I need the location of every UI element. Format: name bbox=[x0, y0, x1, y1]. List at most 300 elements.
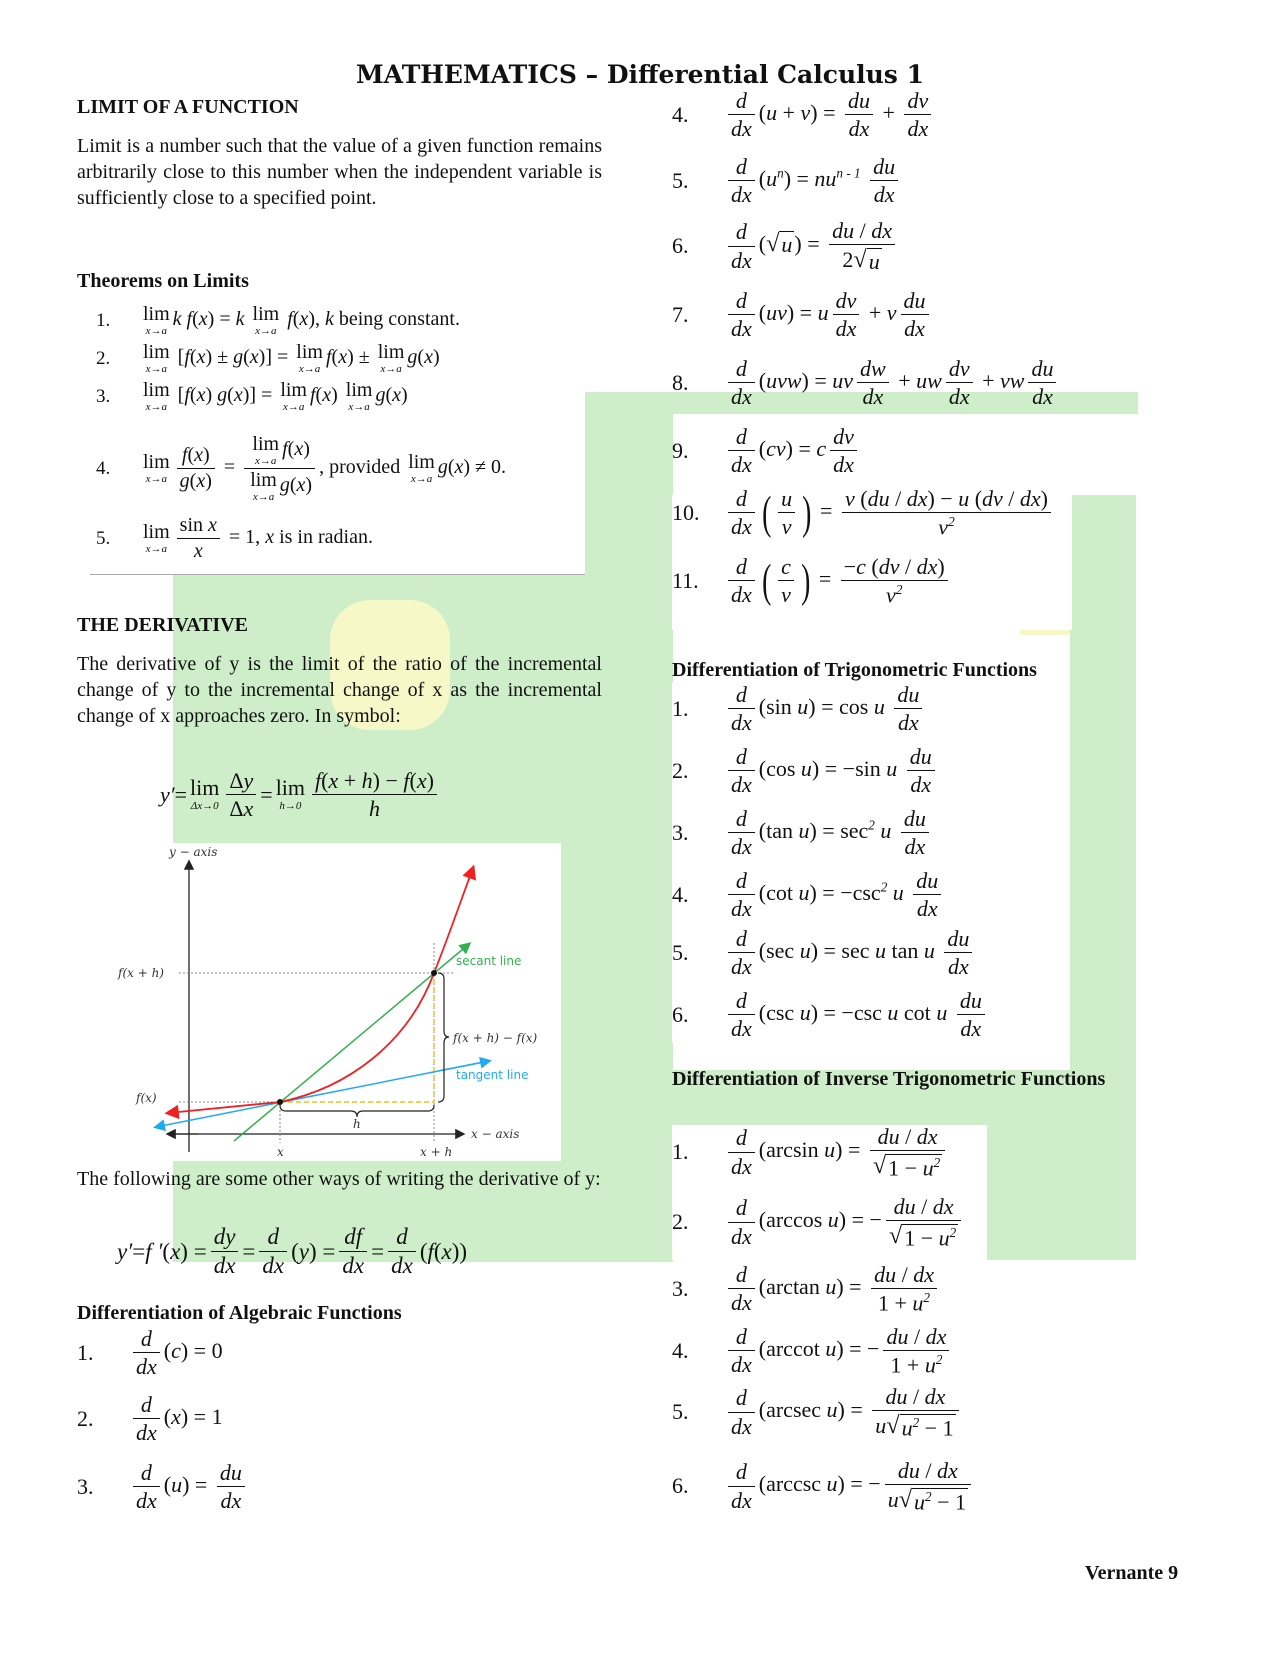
algebraic-rule-formula bbox=[129, 1326, 223, 1380]
math-text: ) = bbox=[835, 1137, 866, 1163]
other-ways-formula bbox=[117, 1224, 467, 1280]
point-xh bbox=[431, 970, 437, 976]
math-limit bbox=[190, 777, 219, 812]
algebraic-rule bbox=[77, 1392, 223, 1446]
math-text: ) = − bbox=[838, 1207, 882, 1233]
fraction-numerator bbox=[870, 1124, 945, 1151]
math-variable: f bbox=[287, 308, 293, 331]
math-text: ( bbox=[189, 470, 197, 492]
math-text: = 1, bbox=[223, 526, 266, 549]
trig-rule-formula bbox=[724, 744, 939, 798]
math-variable: x bbox=[392, 384, 402, 407]
math-fraction bbox=[728, 356, 755, 410]
page-footer: Vernante 9 bbox=[1085, 1562, 1179, 1584]
algebraic-rule bbox=[77, 1326, 223, 1380]
lim-word: lim bbox=[408, 451, 435, 473]
math-fraction bbox=[728, 1324, 755, 1378]
math-fraction bbox=[944, 926, 972, 980]
math-variable: dx bbox=[862, 384, 884, 410]
inverse-heading: Differentiation of Inverse Trigonometric Functions bbox=[672, 1068, 1106, 1090]
math-variable: dx bbox=[906, 486, 928, 511]
math-text: / bbox=[919, 1458, 938, 1483]
math-variable: d bbox=[140, 1326, 152, 1351]
math-variable: d bbox=[735, 88, 747, 113]
math-fraction bbox=[833, 288, 860, 342]
math-exponent: n - 1 bbox=[836, 165, 861, 181]
math-variable: u bbox=[766, 165, 778, 191]
item-number: 6. bbox=[672, 1001, 689, 1027]
math-text: / bbox=[896, 1262, 914, 1287]
item-number: 3. bbox=[672, 1275, 689, 1301]
math-text: ( bbox=[192, 308, 199, 331]
item-number: 3. bbox=[96, 385, 111, 407]
math-limit bbox=[143, 380, 170, 413]
radical-sign: √ bbox=[888, 1222, 903, 1250]
math-text: ) = bbox=[783, 165, 815, 191]
math-text: )] = bbox=[258, 346, 294, 369]
inverse-trig-rule-formula bbox=[724, 1262, 941, 1316]
math-text: 2 bbox=[842, 247, 854, 273]
math-variable: u bbox=[923, 937, 935, 963]
theorem bbox=[96, 514, 373, 563]
math-text: ) bbox=[205, 384, 218, 407]
math-variable: x bbox=[170, 1238, 181, 1264]
fraction-denominator bbox=[913, 895, 941, 921]
math-text: ) = − bbox=[836, 1336, 880, 1361]
fraction-denominator bbox=[728, 895, 755, 921]
fraction-denominator bbox=[872, 1411, 958, 1440]
theorem bbox=[96, 434, 506, 503]
math-fraction bbox=[728, 806, 755, 860]
math-text: ) = bbox=[786, 299, 818, 325]
math-variable: x bbox=[424, 346, 433, 369]
theorem bbox=[96, 304, 460, 337]
math-variable: u bbox=[827, 1207, 839, 1233]
math-sqrt bbox=[873, 1152, 942, 1180]
fraction-denominator bbox=[728, 581, 755, 607]
h-label: h bbox=[353, 1117, 361, 1131]
math-variable: f bbox=[309, 384, 316, 407]
fraction-denominator bbox=[728, 771, 755, 797]
algebraic-rule-formula bbox=[724, 154, 902, 208]
derivative-heading: THE DERIVATIVE bbox=[77, 614, 248, 636]
math-limit bbox=[280, 380, 307, 413]
math-variable: du bbox=[867, 486, 890, 511]
math-exponent: 2 bbox=[935, 1352, 943, 1368]
math-variable: dx bbox=[731, 116, 752, 142]
math-text: / bbox=[915, 1194, 933, 1219]
math-text: ) bbox=[937, 554, 945, 579]
math-variable: u bbox=[798, 817, 810, 843]
math-variable: u bbox=[826, 1397, 838, 1423]
math-variable: d bbox=[267, 1224, 279, 1249]
item-number: 1. bbox=[96, 309, 111, 331]
item-number: 1. bbox=[672, 1139, 689, 1165]
math-variable: f ′ bbox=[145, 1238, 163, 1264]
math-text: ( bbox=[289, 474, 297, 497]
math-variable: d bbox=[735, 424, 747, 449]
fraction-denominator bbox=[728, 1015, 755, 1041]
fraction-numerator bbox=[244, 434, 315, 469]
math-text: ( bbox=[331, 346, 339, 369]
fraction-denominator bbox=[259, 1252, 287, 1279]
fraction-denominator bbox=[841, 581, 948, 608]
fraction-denominator bbox=[871, 1289, 937, 1316]
fraction-numerator bbox=[177, 514, 220, 539]
math-text: is in radian. bbox=[274, 526, 373, 549]
math-text: + bbox=[863, 299, 887, 325]
math-text: ( bbox=[315, 384, 323, 407]
math-text: ) = bbox=[309, 1238, 336, 1264]
radical-sign: √ bbox=[853, 246, 867, 274]
math-variable: x bbox=[171, 1403, 181, 1429]
math-variable: y bbox=[298, 1238, 309, 1264]
fraction-denominator bbox=[388, 1252, 416, 1279]
math-text: ( bbox=[409, 768, 417, 793]
fraction-denominator bbox=[901, 833, 929, 859]
math-variable: c bbox=[171, 1337, 181, 1363]
fraction-denominator bbox=[728, 1223, 755, 1249]
fraction-denominator bbox=[907, 771, 935, 797]
math-text: ( bbox=[227, 384, 234, 407]
fraction-numerator bbox=[913, 868, 941, 895]
algebraic-rule-formula bbox=[724, 218, 899, 274]
math-text: (arctan bbox=[758, 1274, 826, 1299]
math-variable: u bbox=[913, 1488, 925, 1514]
math-text: cot bbox=[898, 999, 937, 1025]
fraction-denominator bbox=[833, 315, 860, 341]
math-text: (tan bbox=[758, 817, 799, 843]
lim-subscript: x→a bbox=[348, 401, 370, 413]
math-limit bbox=[143, 522, 170, 555]
math-paren: ( bbox=[761, 554, 772, 606]
fraction-denominator bbox=[944, 953, 972, 979]
fraction-numerator bbox=[871, 1262, 937, 1289]
math-variable: uw bbox=[916, 367, 942, 393]
math-text: ) bbox=[1040, 486, 1048, 511]
fraction-denominator bbox=[946, 383, 973, 409]
math-variable: dx bbox=[262, 1253, 285, 1279]
lim-subscript: x→a bbox=[298, 363, 321, 375]
fraction-denominator bbox=[728, 247, 755, 273]
math-variable: u bbox=[873, 693, 885, 719]
fraction-numerator bbox=[728, 1324, 755, 1351]
trig-rule-formula bbox=[724, 988, 989, 1042]
math-variable: u bbox=[817, 299, 829, 325]
math-variable: dw bbox=[860, 356, 886, 381]
algebraic-rule bbox=[672, 288, 933, 342]
fraction-numerator bbox=[339, 1224, 367, 1252]
math-variable: cv bbox=[766, 435, 786, 461]
math-text: ) ± bbox=[347, 346, 375, 369]
math-variable: du bbox=[874, 1262, 897, 1287]
math-fraction bbox=[885, 1458, 971, 1514]
math-text bbox=[947, 1000, 953, 1025]
math-exponent: 2 bbox=[880, 879, 888, 895]
math-variable: dx bbox=[731, 316, 752, 342]
math-variable: dx bbox=[136, 1420, 157, 1446]
fraction-numerator bbox=[728, 1459, 755, 1486]
math-text: (cot bbox=[758, 879, 799, 905]
math-variable: u bbox=[892, 879, 904, 905]
math-fraction bbox=[259, 1224, 287, 1280]
fraction-numerator bbox=[312, 768, 437, 795]
fraction-numerator bbox=[728, 219, 755, 246]
fraction-denominator bbox=[728, 1289, 755, 1315]
math-text: ) = cos bbox=[808, 693, 874, 719]
math-fraction bbox=[133, 1460, 160, 1514]
math-text: ) = bbox=[810, 99, 842, 125]
fraction-denominator bbox=[728, 953, 755, 979]
lim-word: lim bbox=[296, 341, 323, 363]
math-variable: v bbox=[800, 99, 811, 125]
diff-brace bbox=[438, 973, 449, 1102]
lim-word: lim bbox=[143, 341, 170, 363]
math-variable: du bbox=[848, 88, 871, 113]
math-text: = bbox=[174, 781, 187, 807]
inverse-trig-rule-formula bbox=[724, 1458, 975, 1514]
trig-rule bbox=[672, 868, 945, 922]
trig-rule-formula bbox=[724, 806, 933, 860]
math-variable: d bbox=[735, 356, 747, 381]
item-number: 5. bbox=[672, 167, 689, 193]
math-limit bbox=[143, 304, 170, 337]
math-text: ) bbox=[401, 384, 408, 407]
inverse-trig-rule bbox=[672, 1458, 975, 1514]
math-text: (arcsec bbox=[758, 1397, 827, 1423]
watermark-right bbox=[1070, 495, 1136, 1260]
math-text: + bbox=[877, 99, 901, 125]
math-variable: du bbox=[832, 218, 855, 243]
trig-rule-formula bbox=[724, 926, 976, 980]
math-fraction bbox=[728, 1459, 755, 1513]
item-number: 5. bbox=[672, 939, 689, 965]
math-variable: du bbox=[909, 744, 932, 769]
item-number: 4. bbox=[672, 101, 689, 127]
lim-word: lim bbox=[143, 303, 170, 325]
math-variable: h bbox=[368, 796, 380, 822]
lim-subscript: x→a bbox=[145, 543, 168, 555]
math-text: = bbox=[260, 781, 273, 807]
math-exponent: 2 bbox=[924, 1488, 932, 1504]
trig-rule bbox=[672, 806, 933, 860]
inverse-trig-rule bbox=[672, 1384, 963, 1440]
math-exponent: n bbox=[777, 165, 784, 181]
math-exponent: 2 bbox=[933, 1154, 941, 1170]
math-variable: u bbox=[781, 486, 793, 512]
math-variable: x bbox=[454, 456, 464, 479]
item-number: 6. bbox=[672, 233, 689, 259]
fraction-numerator bbox=[728, 1385, 755, 1412]
math-fraction bbox=[778, 486, 795, 540]
math-fraction bbox=[1028, 356, 1056, 410]
math-variable: u bbox=[938, 1224, 950, 1250]
math-text: ( bbox=[433, 1238, 442, 1264]
graph-svg bbox=[118, 843, 561, 1161]
fraction-denominator bbox=[957, 1015, 985, 1041]
math-variable: g bbox=[179, 470, 190, 492]
math-variable: dx bbox=[213, 1253, 236, 1279]
math-exponent: 2 bbox=[895, 582, 903, 598]
fraction-denominator bbox=[870, 1151, 945, 1180]
math-variable: f bbox=[181, 444, 188, 466]
fraction-denominator bbox=[339, 1252, 367, 1279]
algebraic-rule bbox=[672, 424, 861, 478]
math-variable: dx bbox=[731, 1290, 752, 1316]
inverse-trig-rule-formula bbox=[724, 1194, 965, 1250]
math-sqrt bbox=[853, 246, 881, 274]
math-variable: dx bbox=[897, 710, 919, 736]
fraction-numerator bbox=[728, 1125, 755, 1152]
fraction-numerator bbox=[901, 806, 929, 833]
math-variable: x bbox=[249, 346, 259, 369]
derivative-definition: The derivative of y is the limit of the ratio of the incremental change of y to the incremental change of x as the incremental change of x approaches zero. In symbol: bbox=[77, 653, 602, 727]
math-variable: f bbox=[184, 384, 190, 407]
math-variable: du bbox=[1031, 356, 1054, 381]
math-fraction bbox=[728, 1385, 755, 1439]
fraction-numerator bbox=[872, 1384, 958, 1411]
math-variable: k bbox=[235, 308, 245, 331]
math-variable: d bbox=[140, 1392, 152, 1417]
math-variable: k f bbox=[172, 308, 193, 331]
math-variable: f bbox=[325, 346, 332, 369]
math-fraction bbox=[728, 988, 755, 1042]
math-fraction bbox=[728, 1125, 755, 1179]
math-variable: u bbox=[886, 755, 898, 781]
lim-word: lim bbox=[143, 451, 170, 473]
math-text: / bbox=[854, 218, 872, 243]
fraction-numerator bbox=[957, 988, 985, 1015]
math-variable: x bbox=[265, 526, 275, 549]
math-text: ( bbox=[189, 346, 197, 369]
math-text: ) = 0 bbox=[180, 1337, 223, 1363]
fx-label: f(x) bbox=[136, 1091, 157, 1105]
fraction-numerator bbox=[842, 486, 1051, 513]
math-variable: u bbox=[824, 1137, 836, 1163]
fraction-numerator bbox=[833, 288, 860, 315]
fraction-numerator bbox=[1028, 356, 1056, 383]
algebraic-rule bbox=[672, 356, 1060, 410]
trig-rule bbox=[672, 682, 926, 736]
math-fraction bbox=[728, 744, 755, 798]
math-variable: du bbox=[219, 1460, 242, 1485]
trig-rule-formula bbox=[724, 682, 926, 736]
math-text: (sec bbox=[758, 937, 800, 963]
fraction-numerator bbox=[778, 486, 795, 513]
math-variable: dv bbox=[982, 486, 1003, 511]
fraction-numerator bbox=[728, 1262, 755, 1289]
math-sqrt bbox=[886, 1412, 955, 1440]
algebraic-rule bbox=[77, 1460, 249, 1514]
math-text: ) = bbox=[836, 1274, 868, 1299]
math-variable: v bbox=[781, 514, 792, 540]
math-variable: d bbox=[140, 1460, 152, 1485]
math-text: (cos bbox=[758, 755, 801, 781]
math-variable: k bbox=[324, 308, 334, 331]
math-variable: u bbox=[797, 693, 809, 719]
math-variable: dx bbox=[833, 452, 854, 478]
math-text: , provided bbox=[319, 456, 406, 479]
algebraic-rule-formula bbox=[724, 554, 952, 608]
math-variable: dx bbox=[136, 1488, 157, 1514]
inverse-trig-rule bbox=[672, 1124, 949, 1180]
fraction-numerator bbox=[211, 1224, 239, 1252]
math-variable: f bbox=[315, 768, 322, 793]
math-variable: dx bbox=[731, 896, 752, 922]
inverse-trig-rule-formula bbox=[724, 1384, 963, 1440]
math-fraction bbox=[894, 682, 922, 736]
math-variable: dx bbox=[873, 182, 895, 208]
math-text: (sin bbox=[758, 693, 798, 719]
math-text: 1 + bbox=[890, 1352, 925, 1378]
math-variable: g bbox=[279, 474, 290, 497]
fraction-numerator bbox=[845, 88, 873, 115]
math-text: ( bbox=[187, 444, 195, 466]
fraction-numerator bbox=[226, 768, 256, 795]
math-text: ) = bbox=[801, 367, 833, 393]
math-variable: dx bbox=[937, 1458, 958, 1483]
math-variable: dx bbox=[848, 116, 870, 142]
math-fraction bbox=[886, 1194, 961, 1250]
fraction-denominator bbox=[728, 513, 755, 539]
fraction-numerator bbox=[133, 1392, 160, 1419]
math-limit bbox=[250, 470, 277, 503]
math-variable: dx bbox=[904, 834, 926, 860]
math-paren: ) bbox=[802, 486, 812, 538]
math-variable: d bbox=[396, 1224, 408, 1249]
math-limit bbox=[346, 380, 373, 413]
math-fraction bbox=[728, 219, 755, 273]
math-text: ) − bbox=[927, 486, 959, 511]
lim-subscript: x→a bbox=[145, 473, 168, 485]
math-variable: u bbox=[799, 937, 811, 963]
item-number: 2. bbox=[77, 1405, 94, 1431]
math-variable: g bbox=[437, 456, 448, 479]
math-fraction bbox=[883, 1324, 949, 1378]
math-fraction bbox=[728, 1195, 755, 1249]
math-text: ( bbox=[417, 346, 425, 369]
diff-label: f(x + h) − f(x) bbox=[453, 1031, 538, 1045]
math-text: )] = bbox=[242, 384, 278, 407]
math-variable: dx bbox=[731, 1223, 752, 1249]
math-variable: dx bbox=[916, 1124, 938, 1149]
lim-word: lim bbox=[250, 469, 277, 491]
algebraic-rule bbox=[672, 88, 935, 142]
math-variable: dy bbox=[213, 1224, 236, 1249]
math-variable: uv bbox=[832, 367, 854, 393]
fraction-numerator bbox=[894, 682, 922, 709]
math-variable: u bbox=[922, 1154, 934, 1180]
math-fraction bbox=[901, 806, 929, 860]
math-variable: dx bbox=[904, 316, 925, 342]
math-fraction bbox=[845, 88, 873, 142]
math-text: ( bbox=[163, 1337, 172, 1363]
fraction-denominator bbox=[728, 315, 755, 341]
inverse-trig-rule bbox=[672, 1324, 953, 1378]
lim-word: lim bbox=[190, 775, 220, 801]
math-variable: du bbox=[877, 1124, 900, 1149]
fraction-denominator bbox=[857, 383, 889, 409]
fraction-numerator bbox=[728, 356, 755, 383]
math-variable: d bbox=[735, 1459, 747, 1485]
radical-sign: √ bbox=[872, 1152, 887, 1180]
math-variable: x bbox=[233, 384, 243, 407]
math-text bbox=[897, 756, 903, 781]
lim-word: lim bbox=[280, 379, 307, 401]
inverse-trig-rule-formula bbox=[724, 1324, 953, 1378]
math-variable: y bbox=[243, 768, 254, 793]
math-text bbox=[245, 308, 250, 330]
